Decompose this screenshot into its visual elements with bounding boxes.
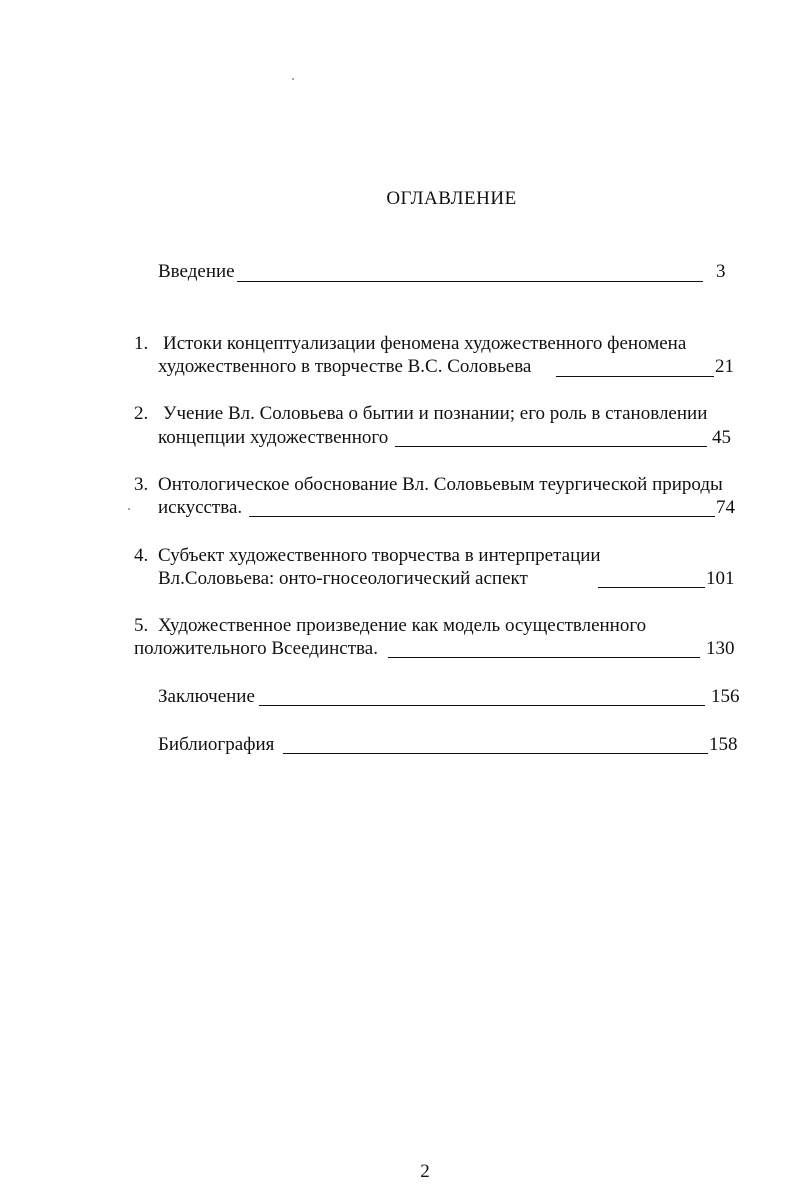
toc-ch1-title-line1: Истоки концептуализации феномена художественного феномена <box>163 333 687 354</box>
toc-ch2-title-line1: Учение Вл. Соловьева о бытии и познании; его роль в становлении <box>163 403 708 424</box>
toc-ch4-page: 101 <box>706 568 735 589</box>
toc-conclusion-page: 156 <box>711 686 740 707</box>
toc-ch3-number: 3. <box>134 474 149 495</box>
scan-speck <box>128 508 130 510</box>
toc-ch4-number: 4. <box>134 545 149 566</box>
toc-ch1-number: 1. <box>134 333 149 354</box>
toc-ch2-number: 2. <box>134 403 149 424</box>
toc-bibliography-label: Библиография <box>158 734 275 755</box>
toc-intro-page: 3 <box>716 261 726 282</box>
page-number: 2 <box>420 1161 430 1182</box>
toc-bibliography-page: 158 <box>709 734 738 755</box>
scan-speck <box>292 78 294 80</box>
toc-ch5-title-line1: Художественное произведение как модель осуществленного <box>158 615 647 636</box>
toc-ch3-title-line2: искусства. <box>158 497 243 518</box>
toc-ch5-number: 5. <box>134 615 149 636</box>
toc-intro-leader <box>237 281 703 282</box>
toc-bibliography-leader <box>283 753 708 754</box>
toc-conclusion-label: Заключение <box>158 686 255 707</box>
toc-ch4-title-line2: Вл.Соловьева: онто-гносеологический аспект <box>158 568 528 589</box>
toc-ch2-page: 45 <box>712 427 731 448</box>
toc-intro-label: Введение <box>158 261 235 282</box>
toc-ch5-title-line2: положительного Всеединства. <box>134 638 378 659</box>
toc-ch5-page: 130 <box>706 638 735 659</box>
toc-ch2-leader <box>395 446 707 447</box>
toc-ch4-title-line1: Субъект художественного творчества в интерпретации <box>158 545 601 566</box>
page-title: ОГЛАВЛЕНИЕ <box>386 188 517 209</box>
toc-ch1-leader <box>556 376 714 377</box>
toc-ch4-leader <box>598 587 705 588</box>
toc-conclusion-leader <box>259 705 705 706</box>
toc-ch1-page: 21 <box>715 356 734 377</box>
toc-ch1-title-line2: художественного в творчестве В.С. Соловьева <box>158 356 532 377</box>
toc-ch3-page: 74 <box>716 497 735 518</box>
toc-ch5-leader <box>388 657 700 658</box>
toc-ch2-title-line2: концепции художественного <box>158 427 389 448</box>
toc-ch3-title-line1: Онтологическое обоснование Вл. Соловьевым теургической природы <box>158 474 723 495</box>
toc-ch3-leader <box>249 516 715 517</box>
